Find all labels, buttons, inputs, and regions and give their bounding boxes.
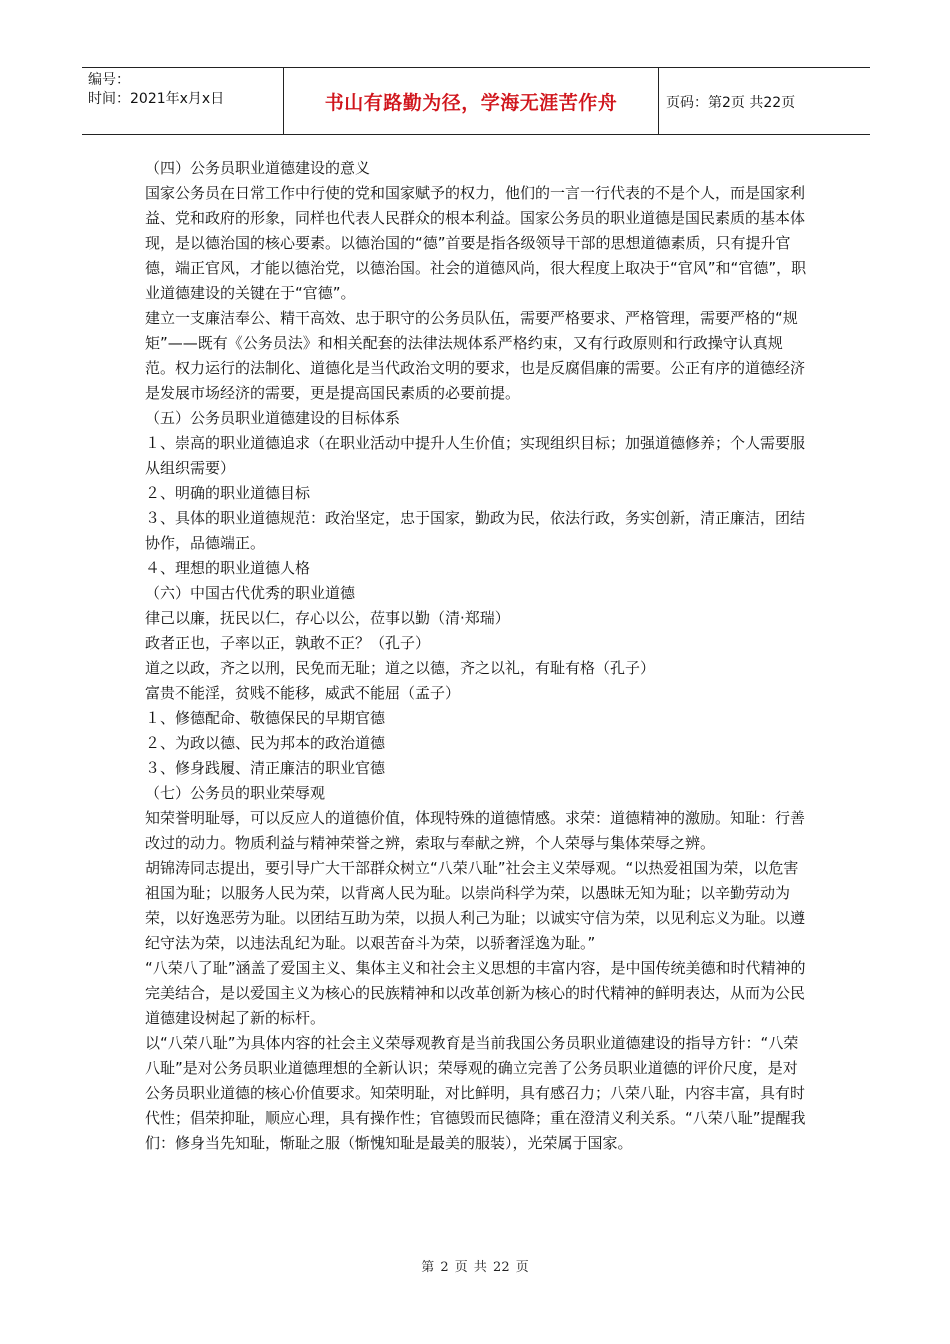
- quote-line: 富贵不能淫，贫贱不能移，威武不能屈（孟子）: [145, 684, 461, 702]
- quote-line: 政者正也，子率以正，孰敢不正？（孔子）: [145, 634, 431, 652]
- list-item: ４、理想的职业道德人格: [145, 559, 311, 577]
- page-footer: 第 2 页 共 22 页: [421, 1260, 529, 1275]
- list-item: １、崇高的职业道德追求（在职业活动中提升人生价值；实现组织目标；加强道德修养；个人需要服从组织需要）: [145, 434, 806, 477]
- paragraph: 以“八荣八耻”为具体内容的社会主义荣辱观教育是当前我国公务员职业道德建设的指导方针：“八荣八耻”是对公务员职业道德理想的全新认识；荣辱观的确立完善了公务员职业道德的评价尺度，是对公务员职业道德的核心价值要求。知荣明耻，对比鲜明，具有感召力；八荣八耻，内容丰富，具有时代性；倡荣抑耻，顺应心理，具有操作性；官德毁而民德降；重在澄清义利关系。“八荣八耻”提醒我们：修身当先知耻，惭耻之服（惭愧知耻是最美的服装），光荣属于国家。: [145, 1034, 806, 1152]
- header-page-info: 页码：第2页 共22页: [666, 95, 796, 111]
- paragraph: 胡锦涛同志提出，要引导广大干部群众树立“八荣八耻”社会主义荣辱观。“以热爱祖国为荣，以危害祖国为耻；以服务人民为荣，以背离人民为耻。以崇尚科学为荣，以愚昧无知为耻；以辛勤劳动为荣，以好逸恶劳为耻。以团结互助为荣，以损人利己为耻；以诚实守信为荣，以见利忘义为耻。以遵纪守法为荣，以违法乱纪为耻。以艰苦奋斗为荣，以骄奢淫逸为耻。”: [145, 859, 806, 952]
- section-heading-4: （四）公务员职业道德建设的意义: [145, 159, 371, 177]
- header-motto: 书山有路勤为径，学海无涯苦作舟: [324, 92, 618, 114]
- list-item: ３、具体的职业道德规范：政治坚定，忠于国家，勤政为民，依法行政，务实创新，清正廉洁，团结协作，品德端正。: [145, 509, 806, 552]
- section-heading-6: （六）中国古代优秀的职业道德: [145, 584, 356, 602]
- list-item: １、修德配命、敬德保民的早期官德: [145, 709, 386, 727]
- quote-line: 道之以政，齐之以刑，民免而无耻；道之以德，齐之以礼，有耻有格（孔子）: [145, 659, 656, 677]
- paragraph: “八荣八了耻”涵盖了爱国主义、集体主义和社会主义思想的丰富内容，是中国传统美德和时代精神的完美结合，是以爱国主义为核心的民族精神和以改革创新为核心的时代精神的鲜明表达，从而为公民道德建设树起了新的标杆。: [145, 959, 806, 1027]
- document-body: [145, 156, 809, 1156]
- list-item: ２、为政以德、民为邦本的政治道德: [145, 734, 386, 752]
- page-header: [82, 67, 870, 135]
- section-heading-5: （五）公务员职业道德建设的目标体系: [145, 409, 401, 427]
- paragraph: 知荣誉明耻辱，可以反应人的道德价值，体现特殊的道德情感。求荣：道德精神的激励。知耻：行善改过的动力。物质利益与精神荣誉之辨，索取与奉献之辨，个人荣辱与集体荣辱之辨。: [145, 809, 806, 852]
- paragraph: 建立一支廉洁奉公、精干高效、忠于职守的公务员队伍，需要严格要求、严格管理，需要严格的“规矩”——既有《公务员法》和相关配套的法律法规体系严格约束，又有行政原则和行政操守认真规范。权力运行的法制化、道德化是当代政治文明的要求，也是反腐倡廉的需要。公正有序的道德经济是发展市场经济的需要，更是提高国民素质的必要前提。: [145, 309, 806, 402]
- header-meta: [88, 71, 288, 109]
- section-heading-7: （七）公务员的职业荣辱观: [145, 784, 326, 802]
- quote-line: 律己以廉，抚民以仁，存心以公，莅事以勤（清·郑瑞）: [145, 609, 510, 627]
- paragraph: 国家公务员在日常工作中行使的党和国家赋予的权力，他们的一言一行代表的不是个人，而是国家利益、党和政府的形象，同样也代表人民群众的根本利益。国家公务员的职业道德是国民素质的基本体现，是以德治国的核心要素。以德治国的“德”首要是指各级领导干部的思想道德素质，只有提升官德，端正官风，才能以德治党，以德治国。社会的道德风尚，很大程度上取决于“官风”和“官德”，职业道德建设的关键在于“官德”。: [145, 184, 807, 302]
- header-divider-right: [658, 68, 659, 134]
- list-item: ２、明确的职业道德目标: [145, 484, 311, 502]
- list-item: ３、修身践履、清正廉洁的职业官德: [145, 759, 386, 777]
- document-number-label: 编号：: [88, 72, 130, 88]
- document-time-label: 时间：2021年x月x日: [88, 91, 225, 107]
